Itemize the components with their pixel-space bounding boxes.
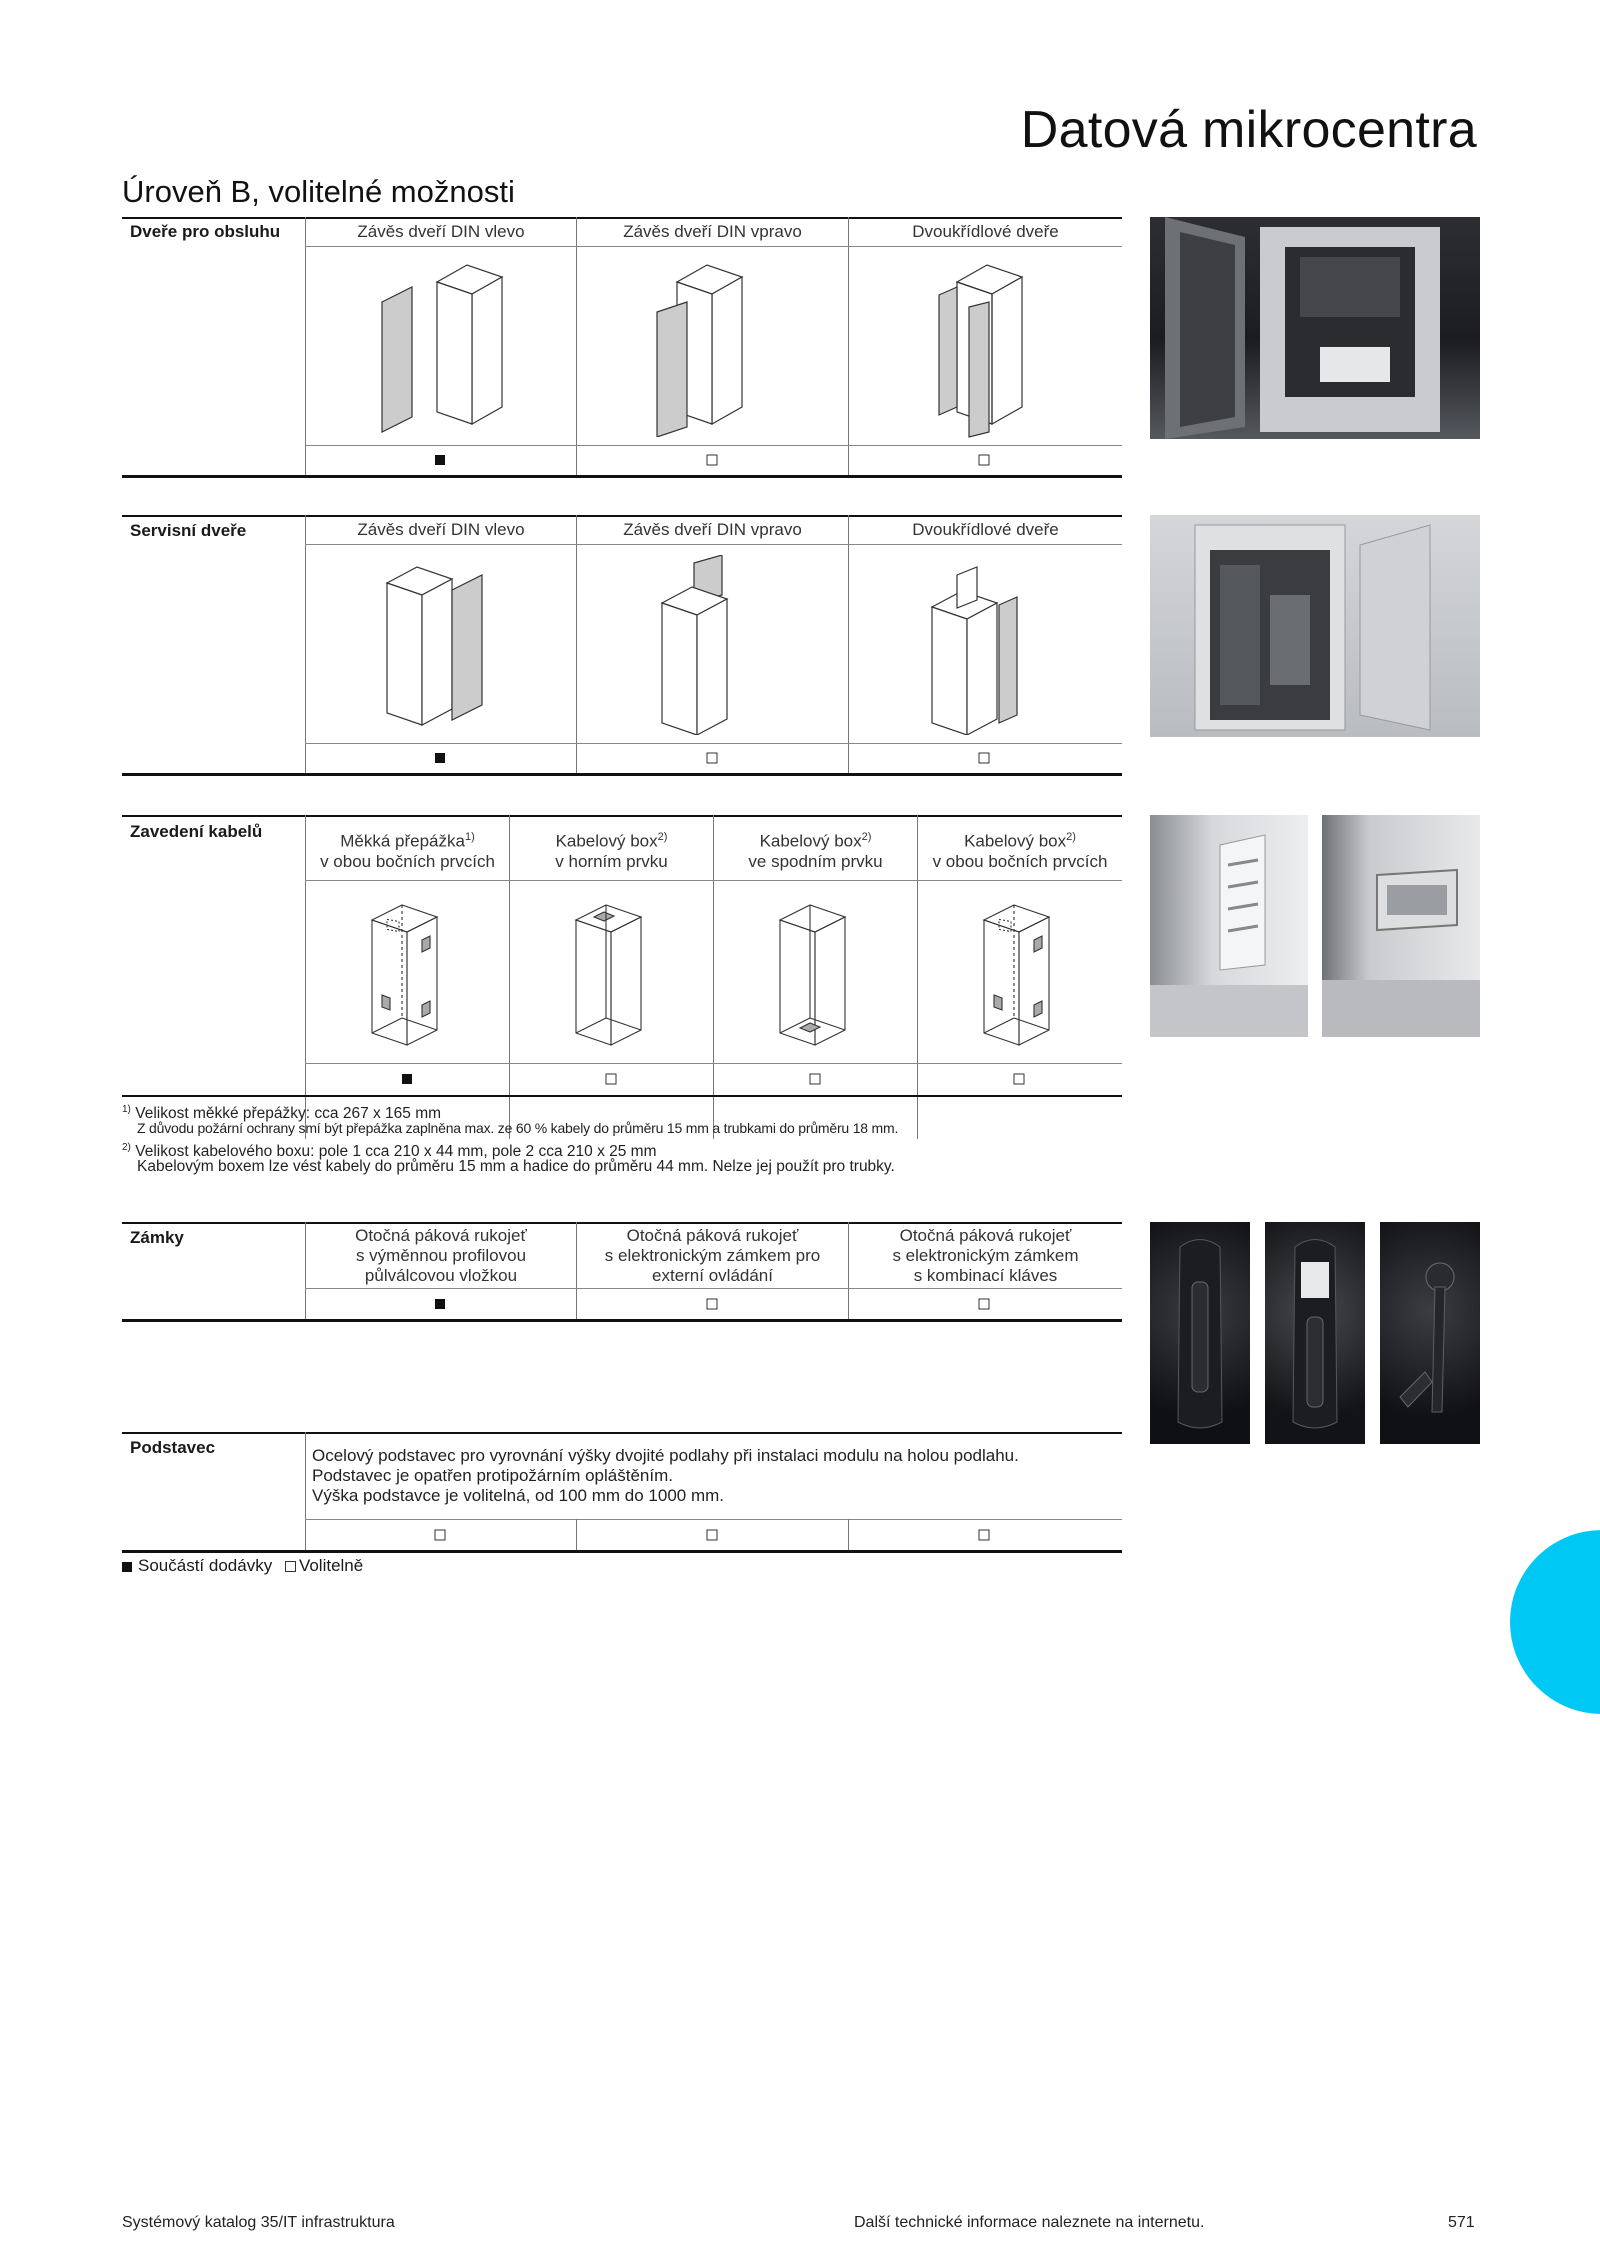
cabinet-box-bottom-drawing xyxy=(770,895,880,1055)
section-subtitle: Úroveň B, volitelné možnosti xyxy=(122,174,515,209)
cables-mark-3 xyxy=(810,1074,821,1085)
doors-mark-3 xyxy=(979,455,990,466)
locks-mark-2 xyxy=(707,1299,718,1310)
service-col-1: Závěs dveří DIN vlevo xyxy=(357,520,525,539)
cabinet-double-door-drawing xyxy=(917,257,1057,447)
footnote-1: $^{1)}$ Velikost měkké přepážky: cca 267 x 165 mm xyxy=(122,1104,442,1123)
service-door-left-drawing xyxy=(372,555,512,735)
service-double-door-drawing xyxy=(917,555,1057,735)
base-mark-3 xyxy=(979,1530,990,1541)
service-col-2: Závěs dveří DIN vpravo xyxy=(623,520,802,539)
locks-mark-1 xyxy=(435,1299,445,1309)
footer-info: Další technické informace naleznete na internetu. xyxy=(854,2214,1205,2231)
cables-section xyxy=(122,815,1122,1140)
service-mark-3 xyxy=(979,753,990,764)
cables-label: Zavedení kabelů xyxy=(130,822,263,841)
cable-box-photo xyxy=(1322,815,1480,1037)
base-label: Podstavec xyxy=(130,1438,216,1457)
service-mark-2 xyxy=(707,753,718,764)
optional-square-icon xyxy=(285,1561,296,1572)
cabinet-photo-open-door xyxy=(1150,217,1480,439)
service-label: Servisní dveře xyxy=(130,521,247,540)
doors-mark-2 xyxy=(707,455,718,466)
cabinet-box-top-drawing xyxy=(566,895,676,1055)
base-mark-1 xyxy=(435,1530,446,1541)
locks-mark-3 xyxy=(979,1299,990,1310)
lock-photo-keypad xyxy=(1380,1222,1480,1444)
cabinet-soft-partition-drawing xyxy=(362,895,472,1055)
footnote-1-detail: Z důvodu požární ochrany smí být přepážka zaplněna max. ze 60 % kabely do průměru 15 mm a trubkami do průměru 18 mm. xyxy=(137,1120,899,1136)
doors-col-1: Závěs dveří DIN vlevo xyxy=(357,222,525,241)
doors-col-3: Dvoukřídlové dveře xyxy=(912,222,1059,241)
legend xyxy=(122,1556,363,1576)
locks-col-3: Otočná páková rukojeť s elektronickým zámkem s kombinací kláves xyxy=(892,1226,1079,1285)
base-mark-2 xyxy=(707,1530,718,1541)
cabinet-door-right-drawing xyxy=(642,257,782,437)
service-mark-1 xyxy=(435,753,445,763)
included-square-icon xyxy=(122,1562,132,1572)
cabinet-box-sides-drawing xyxy=(974,895,1084,1055)
footer-catalog: Systémový katalog 35/IT infrastruktura xyxy=(122,2214,395,2231)
cables-col-4: Kabelový box$^{2)}$ v obou bočních prvcích xyxy=(932,831,1108,871)
locks-label: Zámky xyxy=(130,1228,184,1247)
doors-section xyxy=(122,217,1122,477)
cables-mark-4 xyxy=(1014,1074,1025,1085)
doors-col-2: Závěs dveří DIN vpravo xyxy=(623,222,802,241)
cables-mark-2 xyxy=(606,1074,617,1085)
cabinet-photo-service-door xyxy=(1150,515,1480,737)
lock-photo-profile-cylinder xyxy=(1150,1222,1250,1444)
soft-partition-photo xyxy=(1150,815,1308,1037)
locks-section xyxy=(122,1222,1122,1322)
cabinet-door-left-drawing xyxy=(372,257,512,437)
locks-col-2: Otočná páková rukojeť s elektronickým zámkem pro externí ovládání xyxy=(604,1226,821,1285)
locks-col-1: Otočná páková rukojeť s výměnnou profilovou půlválcovou vložkou xyxy=(355,1226,527,1285)
page-title: Datová mikrocentra xyxy=(1020,101,1477,159)
page-number: 571 xyxy=(1448,2214,1475,2231)
lock-photo-electronic-external xyxy=(1265,1222,1365,1444)
base-section xyxy=(122,1432,1122,1552)
legend-optional: Volitelně xyxy=(298,1556,364,1575)
base-description: Ocelový podstavec pro vyrovnání výšky dvojité podlahy při instalaci modulu na holou podlahu. Podstavec je opatřen protipožárním opláštěním. Výška podstavce je volitelná, od 100 mm do 1000 mm. xyxy=(312,1446,1019,1505)
service-door-right-drawing xyxy=(642,555,782,735)
footnote-2: $^{2)}$ Velikost kabelového boxu: pole 1 cca 210 x 44 mm, pole 2 cca 210 x 25 mm xyxy=(122,1142,657,1161)
footnote-2-detail: Kabelovým boxem lze vést kabely do průměru 15 mm a hadice do průměru 44 mm. Nelze jej použít pro trubky. xyxy=(137,1158,895,1175)
legend-included: Součástí dodávky xyxy=(138,1556,273,1575)
doors-mark-1 xyxy=(435,455,445,465)
cables-col-1: Měkká přepážka$^{1)}$ v obou bočních prvcích xyxy=(320,831,495,871)
chapter-tab xyxy=(1510,1530,1600,1714)
service-section xyxy=(122,515,1122,775)
service-col-3: Dvoukřídlové dveře xyxy=(912,520,1059,539)
cables-col-2: Kabelový box$^{2)}$ v horním prvku xyxy=(555,831,668,871)
cables-mark-1 xyxy=(402,1074,412,1084)
doors-label: Dveře pro obsluhu xyxy=(130,222,281,241)
cables-col-3: Kabelový box$^{2)}$ ve spodním prvku xyxy=(748,831,883,871)
